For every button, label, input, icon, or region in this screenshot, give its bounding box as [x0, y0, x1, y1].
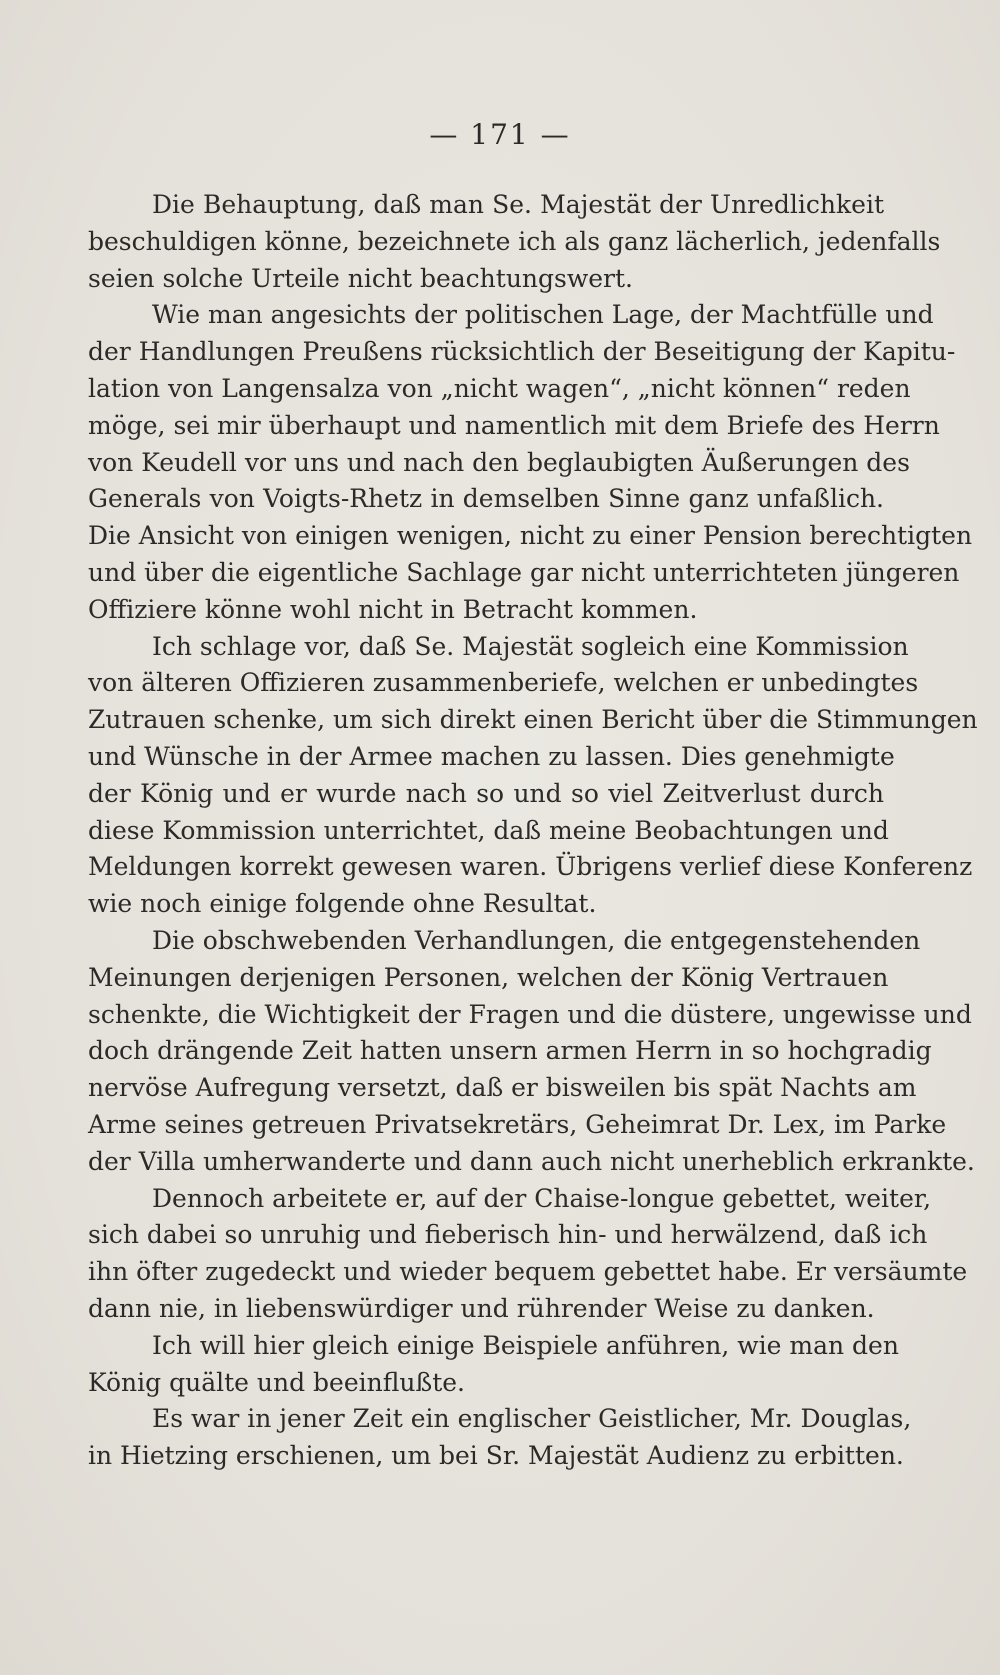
page-number: — 171 —: [429, 118, 571, 151]
text-line: seien solche Urteile nicht beachtungswert.: [88, 263, 633, 293]
text-line: König quälte und beeinflußte.: [88, 1367, 466, 1397]
text-line: nervöse Aufregung versetzt, daß er bisweilen bis spät Nachts am: [88, 1073, 917, 1103]
text-line: und über die eigentliche Sachlage gar nicht unterrichteten jüngeren: [88, 557, 960, 587]
text-line: Zutrauen schenke, um sich direkt einen Bericht über die Stimmungen: [88, 705, 978, 735]
text-line: Die Ansicht von einigen wenigen, nicht zu einer Pension berechtigten: [88, 521, 973, 551]
text-line: der Handlungen Preußens rücksichtlich der Beseitigung der Kapitu-: [88, 337, 956, 367]
text-line: Es war in jener Zeit ein englischer Geistlicher, Mr. Douglas,: [152, 1404, 912, 1434]
text-line: in Hietzing erschienen, um bei Sr. Majestät Audienz zu erbitten.: [88, 1441, 904, 1471]
text-line: wie noch einige folgende ohne Resultat.: [88, 889, 597, 919]
text-line: von Keudell vor uns und nach den beglaubigten Äußerungen des: [88, 447, 910, 477]
text-line: Offiziere könne wohl nicht in Betracht kommen.: [88, 594, 698, 624]
text-line: doch drängende Zeit hatten unsern armen Herrn in so hochgradig: [88, 1036, 932, 1066]
text-line: Dennoch arbeitete er, auf der Chaise-longue gebettet, weiter,: [152, 1183, 932, 1213]
text-line: der Villa umherwanderte und dann auch nicht unerheblich erkrankte.: [88, 1146, 975, 1176]
text-line: lation von Langensalza von „nicht wagen“, „nicht können“ reden: [88, 373, 911, 403]
text-line: der König und er wurde nach so und so viel Zeitverlust durch: [88, 778, 884, 808]
text-line: diese Kommission unterrichtet, daß meine Beobachtungen und: [88, 815, 889, 845]
text-line: dann nie, in liebenswürdiger und rührender Weise zu danken.: [88, 1293, 875, 1323]
text-line: ihn öfter zugedeckt und wieder bequem gebettet habe. Er versäumte: [88, 1257, 968, 1287]
text-line: schenkte, die Wichtigkeit der Fragen und die düstere, ungewisse und: [88, 999, 972, 1029]
text-line: Meinungen derjenigen Personen, welchen der König Vertrauen: [88, 962, 889, 992]
text-line: Meldungen korrekt gewesen waren. Übrigens verlief diese Konferenz: [88, 852, 973, 882]
text-line: Wie man angesichts der politischen Lage, der Machtfülle und: [152, 300, 934, 330]
text-line: beschuldigen könne, bezeichnete ich als ganz lächerlich, jedenfalls: [88, 226, 941, 256]
text-line: Die Behauptung, daß man Se. Majestät der Unredlichkeit: [152, 190, 884, 219]
text-line: Generals von Voigts-Rhetz in demselben Sinne ganz unfaßlich.: [88, 484, 884, 514]
body-text: [88, 187, 978, 1475]
text-line: Arme seines getreuen Privatsekretärs, Geheimrat Dr. Lex, im Parke: [88, 1109, 947, 1139]
text-line: sich dabei so unruhig und fieberisch hin- und herwälzend, daß ich: [88, 1220, 928, 1250]
text-line: Ich will hier gleich einige Beispiele anführen, wie man den: [152, 1330, 899, 1360]
text-line: Die obschwebenden Verhandlungen, die entgegenstehenden: [152, 925, 921, 955]
text-line: und Wünsche in der Armee machen zu lassen. Dies genehmigte: [88, 741, 895, 771]
text-line: Ich schlage vor, daß Se. Majestät sogleich eine Kommission: [152, 631, 909, 661]
text-line: möge, sei mir überhaupt und namentlich mit dem Briefe des Herrn: [88, 410, 940, 440]
text-line: von älteren Offizieren zusammenberiefe, welchen er unbedingtes: [88, 668, 919, 698]
